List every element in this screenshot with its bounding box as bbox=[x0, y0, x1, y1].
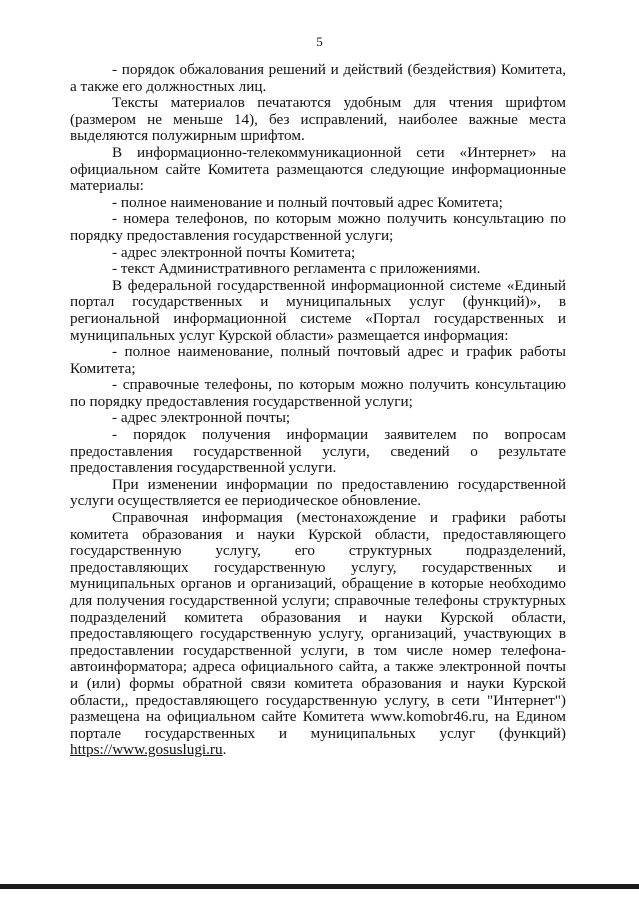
gosuslugi-link[interactable]: https://www.gosuslugi.ru bbox=[70, 741, 223, 759]
list-item-portal-phones: - справочные телефоны, по которым можно получить консультацию по порядку предоставления государственной услуги; bbox=[70, 376, 566, 410]
list-item-regulation-text: - текст Административного регламента с приложениями. bbox=[112, 260, 481, 278]
paragraph-internet-intro: В информационно-телекоммуникационной сети «Интернет» на официальном сайте Комитета размещаются следующие информационные материалы: bbox=[70, 143, 566, 195]
page-number: 5 bbox=[316, 34, 323, 49]
list-item-full-name: - полное наименование и полный почтовый адрес Комитета; bbox=[112, 193, 503, 211]
list-item-portal-full-name: - полное наименование, полный почтовый адрес и график работы Комитета; bbox=[70, 343, 566, 377]
paragraph-portal-intro: В федеральной государственной информационной системе «Единый портал государственных и муниципальных услуг (функций)», в региональной информационной системе «Портал государственных и муниципальных услуг Курской области» размещается информация: bbox=[70, 276, 566, 344]
reference-info-end: . bbox=[222, 741, 227, 759]
reference-info-text: Справочная информация (местонахождение и графики работы комитета образования и науки Курской области, предоставляющего государственную услугу, его структурных подразделений, предоставляющих государственную услугу, государственных и муниципальных органов и организаций, обращение в которые необходимо для получения государственной услуги; справочные телефоны структурных подразделений комитета образования и науки Курской области, предоставляющего государственную услугу, организаций, участвующих в предоставлении государственной услуги, в том числе номер телефона-автоинформатора; адреса официального сайта, а также электронной почты и (или) формы обратной связи комитета образования и науки Курской области,, предоставляющего государственную услугу, в сети "Интернет") размещена на официальном сайте Комитета www.komobr46.ru, на Едином портале государственных и муниципальных услуг (функций) bbox=[70, 509, 566, 742]
list-item-email: - адрес электронной почты Комитета; bbox=[112, 243, 356, 261]
paragraph-appeal-procedure: - порядок обжалования решений и действий (бездействия) Комитета, а также его должностных лиц. bbox=[70, 61, 566, 95]
paragraph-font-requirements: Тексты материалов печатаются удобным для чтения шрифтом (размером не меньше 14), без исправлений, наиболее важные места выделяются полужирным шрифтом. bbox=[70, 94, 566, 145]
list-item-phones: - номера телефонов, по которым можно получить консультацию по порядку предоставления государственной услуги; bbox=[70, 210, 566, 244]
paragraph-update-info: При изменении информации по предоставлению государственной услуги осуществляется ее периодическое обновление. bbox=[70, 475, 566, 510]
list-item-portal-procedure: - порядок получения информации заявителем по вопросам предоставления государственной услуги, сведений о результате предоставления государственной услуги. bbox=[70, 426, 566, 477]
list-item-portal-email: - адрес электронной почты; bbox=[112, 409, 291, 427]
document-body bbox=[70, 62, 566, 759]
bottom-border-bar bbox=[0, 884, 639, 889]
paragraph-reference-info bbox=[70, 510, 566, 759]
